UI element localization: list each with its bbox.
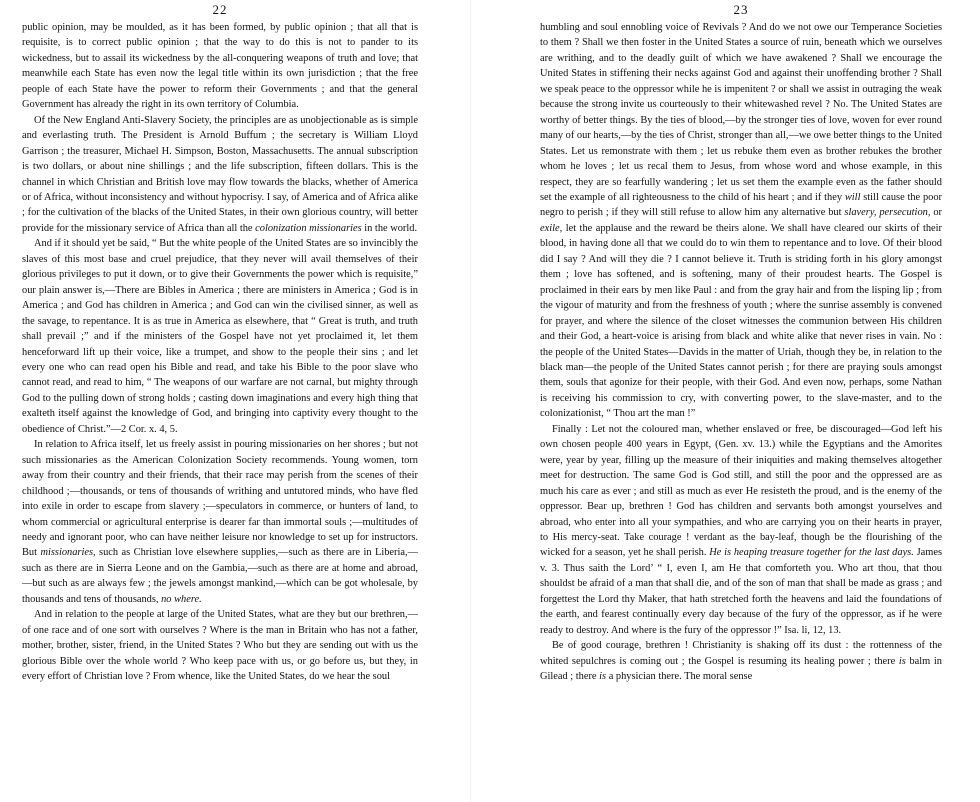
paragraph: public opinion, may be moulded, as it has been formed, by public opinion ; that all that is requisite, is to correct public opinion ; that the way to do this is not to pander to its wickedness, but to assail its wickedness by the all-conquering weapons of truth and love; that meanwhile each State has even now the legal title within its own jurisdiction ; that the free people of each State have the power to reform their Governments ; and that the general Government has already the right in its own territory of Columbia. — [22, 22, 418, 111]
italic-text: slavery, persecution, — [844, 207, 931, 219]
italic-text: exile, — [540, 222, 563, 234]
paragraph: Of the New England Anti-Slavery Society, the principles are as unobjectionable as is simple and everlasting truth. The President is Arnold Buffum ; the secretary is William Lloyd Garrison ; the treasurer, Michael H. Simpson, Boston, Massachusetts. The annual subscription is two dollars, or about nine shillings ; and the life subscription, fifteen dollars. This is the channel in which Christian and British love may flow towards the blacks, whether of America or of Africa, without inconsistency and without hypocrisy. I say, of America and of Africa alike ; for the cultivation of the blacks of the United States, in their own glorious country, will better provide for the missionary service of Africa than all the colonization missionaries in the world. — [22, 114, 418, 234]
paragraph: humbling and soul ennobling voice of Revivals ? And do we not owe our Temperance Societies to them ? Shall we then foster in the United States a source of ruin, beneath which we ourselves are writhing, and to the deadly guilt of which we have awakened ? Shall we encourage the United States in stiffening their necks against God and against their unoffending brother ? Shall we speak peace to the oppressor while he is impenitent ? or shall we assist in outraging the weak because the strong invite us courteously to their whitewashed revel ? No. The United States are worthy of better things. By the ties of blood,—by the stronger ties of love, woven for ever round many of our hearts,—by the ties of Christ, stronger than all,—we owe better things to the United States. Let us remonstrate with them ; let us rebuke them even as brother rebukes the brother whom he loves ; let us recal them to Jesus, from whose word and whose example, in this respect, they are so fearfully wandering ; let us set them the example even as the father should set the example of all righteousness to the child of his heart ; and if they will still cause the poor negro to perish ; if they will still refuse to allow him any alternative but slavery, persecution, or exile, let the applause and the reward be theirs alone. We shall have cleared our skirts of their blood, in having done all that we could do to win them to repentance and to love. Of their blood did I say ? And will they die ? I cannot believe it. Truth is striding forth in his glory amongst them ; love has softened, and is softening, many of their proudest hearts. The Gospel is proclaimed in their ears by men like Paul : and from the gray hair and from the lisping lip ; from the vigour of maturity and from the freshness of youth ; where the sunrise assembly is convened for prayer, and where the silence of the closet witnesses the communion between His children and their God, a heart-voice is arising from black and white alike that never rises in vain. No : the people of the United States—Davids in the matter of Uriah, though they be, in relation to the black man—the people of the United States cannot perish ; for there are praying souls amongst them, souls that agonize for their people, with their God. And even now, perhaps, some Nathan is receiving his commission to cry, with converting power, to the slave-master, and to the colonizationist, “ Thou art the man !” — [540, 22, 942, 420]
italic-text: colonization missionaries — [255, 222, 362, 234]
italic-text: missionaries, — [40, 547, 96, 559]
left-page-number: 22 — [212, 2, 228, 17]
italic-text: is — [898, 655, 906, 667]
right-page — [540, 0, 942, 802]
paragraph: Finally : Let not the coloured man, whether enslaved or free, be discouraged—God left his own chosen people 400 years in Egypt, (Gen. xv. 13.) while the Egyptians and the Amorites were, year by year, filling up the measure of their iniquities and making themselves altogether meet for destruction. The same God is God still, and still the poor and the oppressed are as much his care as ever ; and still as much as ever He resisteth the proud, and is the enemy of the oppressor. Bear up, brethren ! God has children and servants both amongst yourselves and abroad, who enter into all your sympathies, and who are carrying you on their hearts in prayer, to His mercy-seat. Take courage ! verdant as the bay-leaf, though be the flourishing of the wicked for a season, yet he shall perish. He is heaping treasure together for the last days. James v. 3. Thus saith the Lord’ “ I, even I, am He that comforteth you. Who art thou, that thou shouldst be afraid of a man that shall die, and of the son of man that shall be made as grass ; and forgettest the Lord thy Maker, that hath stretched forth the heavens and laid the foundations of the earth, and fearest continually every day because of the fury of the oppressor, as if he were ready to destroy. And where is the fury of the oppressor !” Isa. li, 12, 13. — [540, 423, 942, 636]
paragraph: In relation to Africa itself, let us freely assist in pouring missionaries on her shores ; but not such missionaries as the American Colonization Society recommends. Young women, torn away from their country and their friends, that their race may perish from the scenes of their childhood ;—thousands, or tens of thousands of writhing and untutored minds, who have fled into exile in order to escape from slavery ;—speculators in commerce, or hunters of land, to whom commercial or agricultural enterprise is dearer far than immortal souls ;—multitudes of needy and ignorant poor, who can have neither leisure nor knowledge to set up for instructors. But missionaries, such as Christian love elsewhere supplies,—such as there are in Liberia,—such as there are in Sierra Leone and on the Gambia,—such as there are at home and abroad,—but such as are always few ; the jewels amongst mankind,—which can be got wholesale, by thousands and tens of thousands, no where. — [22, 439, 418, 605]
italic-text: is — [599, 671, 607, 683]
right-page-body — [540, 20, 942, 684]
paragraph: And in relation to the people at large of the United States, what are they but our brethren,—of one race and of one sort with ourselves ? Where is the man in Britain who has not a father, mother, brother, sister, friend, in the United States ? Who but they are sending out with us the glorious Bible over the whole world ? Who keep pace with us, or go before us, but they, in every effort of Christian love ? From whence, like the United States, do we hear the soul — [22, 609, 418, 683]
italic-text: will — [844, 191, 861, 203]
paragraph: And if it should yet be said, “ But the white people of the United States are so invincibly the slaves of this most base and cruel prejudice, that they never will avail themselves of their glorious privileges to put it down, or to give their Governments the power which is requisite,” our plain answer is,—There are Bibles in America ; there are ministers in America ; God is in America ; and God has children in America ; and God can win the civilised sinner, as well as the savage, to repentance. It is as true in America as elsewhere, that “ Great is truth, and truth shall prevail ;” and if the ministers of the Gospel have not yet proclaimed it, let them henceforward lift up their voice, like a trumpet, and show to the people their sins ; and let every one who can read open his Bible and read, and take his Bible to the poor slave who cannot read, and read to him, “ The weapons of our warfare are not carnal, but mighty through God to the pulling down of strong holds ; casting down imaginations and every high thing that exalteth itself against the knowledge of God, and bringing into captivity every thought to the obedience of Christ.”—2 Cor. x. 4, 5. — [22, 238, 418, 435]
italic-text: He is heaping treasure together for the last days. — [709, 547, 914, 559]
left-page-body — [22, 20, 418, 684]
italic-text: no where. — [161, 593, 202, 605]
page-gutter — [470, 0, 471, 802]
right-page-number: 23 — [733, 2, 749, 17]
left-page — [22, 0, 418, 802]
paragraph: Be of good courage, brethren ! Christianity is shaking off its dust : the rottenness of the whited sepulchres is coming out ; the Gospel is resuming its healing power ; there is balm in Gilead ; there is a physician there. The moral sense — [540, 640, 942, 683]
